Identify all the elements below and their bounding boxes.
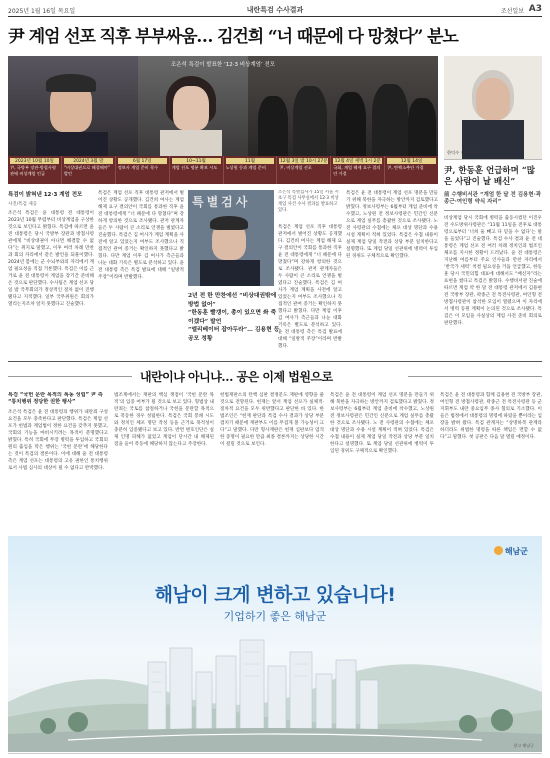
- ad-logo-text: 해남군: [504, 547, 528, 556]
- haenam-logo-icon: [494, 546, 503, 555]
- timeline-item: [331, 156, 385, 184]
- section-divider: [8, 361, 542, 362]
- pull-quote-line: 2년 전 한 만찬에선 “비상대권밖에 방법 없어”: [188, 293, 277, 308]
- timeline-text: 尹, 국방부 장관·방첩사령관에 비상계엄 언급: [10, 165, 56, 176]
- sidebar-body: 비상계엄 당시 국회에 병력을 출동시켰던 이진우 전 수도방위사령관은 “11월 11일을 전후로 대통령으로부터 ‘너희 둘 빼고 다 믿을 수 없다’는 말을 들었다”고 진술했다. 특검 수사 결과 윤 전 대통령은 계엄 선포 전 여러 차례 정치인과 법조인 체포를 지시한 정황이 드러났다. 윤 전 대통령은 지난해 여름부터 주요 인사들과 만찬 자리에서 ‘반국가 세력’ 척결 필요성을 거듭 언급했고, 한동훈 당시 국민의힘 대표에 대해서도 “배신자”라는 표현을 썼다고 특검은 밝혔다. 수행비서관 진술에 따르면 계엄 약 한 달 전 대통령 관저에서 김용현 전 국방부 장관, 곽종근 전 특전사령관, 여인형 전 방첩사령관이 참석한 모임이 열렸으며 이 자리에서 병력 동원 계획이 논의된 것으로 조사됐다. 특검은 이 모임을 사실상의 계엄 사전 준비 회의로 판단했다.: [444, 216, 542, 326]
- article-column-1: [8, 190, 94, 356]
- prosecutor-sign: 특별검사: [192, 195, 251, 209]
- sidebar-title: 尹, 한동훈 언급하며 “많은 사람이 날 배신”: [444, 166, 535, 187]
- article-b-column-3: [220, 392, 324, 530]
- timeline-date: 11월: [226, 158, 275, 164]
- timeline-text: “비상대권으로 해결해야” 발언: [63, 165, 110, 176]
- sidebar-subtitle: 前 수행비서관 “계엄 한 달 전 김용현·곽종근·여인형 약식 자리”: [444, 192, 542, 211]
- article-body: 조은석 특검은 윤 전 대통령의 행위가 내란죄 구성요건을 모두 충족한다고 판단했다. 특검은 계엄 선포가 헌법과 계엄법이 정한 요건을 갖추지 못했고, 국회의 기능을 마비시키려는 목적이 분명했다고 밝혔다. 특히 국회에 무장 병력을 투입하고 국회의원의 출입을 막은 행위는 ‘국헌 문란’에 해당한다는 것이 특검의 결론이다. 이에 대해 윤 전 대통령 측은 계엄 선포는 대통령의 고유 권한인 통치행위로서 사법 심사의 대상이 될 수 없다고 반박했다.: [8, 410, 108, 471]
- timeline-text: 정보사 계엄 준비 착수: [117, 165, 159, 170]
- photo-crowd-scene: [248, 56, 438, 156]
- article-column-3: [346, 190, 438, 356]
- article-column-2: [98, 190, 184, 356]
- sidebar-photo: [444, 56, 542, 160]
- article-b-column-5: [440, 392, 542, 530]
- pull-quote: [188, 292, 280, 343]
- pull-quote-line: “한동훈 빨갱이, 총이 있으면 쏴 죽이겠다” 발언: [188, 310, 277, 325]
- article-body: 조은석 특검은 윤 대통령 전 대통령이 2023년 10월 무렵부터 비상계엄을 구상한 것으로 보인다고 밝혔다. 특검에 따르면 윤 전 대통령은 당시 국방부 장관과 방첩사령관에게 “비상대권이 아니면 해결할 수 없다”는 취지로 말했고, 이후 여러 차례 만찬과 회의 자리에서 같은 발언을 되풀이했다. 2024년 봄에는 군 수뇌부와의 자리에서 계엄 필요성을 직접 거론했다. 특검은 이를 근거로 윤 전 대통령이 계엄을 장기간 준비해 온 것으로 판단했다. 수사팀은 계엄 선포 당일 밤 국무회의가 정상적인 절차 없이 진행됐다고 지적했다. 일부 국무위원은 회의가 열리는지조차 알지 못했다고 진술했다.: [8, 211, 94, 307]
- secondary-headline: 내란이냐 아니냐… 공은 이제 법원으로: [140, 370, 333, 384]
- photo-strip-caption: 조은석 특검이 발표한 ‘12·3 비상계엄’ 전모: [170, 62, 276, 68]
- timeline-date: 10~11월: [172, 158, 221, 164]
- article-b-column-1: [8, 392, 108, 530]
- headline2-rule-left: [8, 376, 132, 377]
- ad-subtitle: 기업하기 좋은 해남군: [223, 610, 327, 623]
- top-divider: [8, 16, 542, 17]
- publisher-name: 조선일보: [500, 8, 524, 15]
- article-kicker: 특검이 밝혀낸 12·3 계엄 전모: [8, 192, 83, 198]
- timeline-text: 계엄 선포 명분 확보 시도: [171, 165, 218, 170]
- timeline-date: 12월 4일 새벽 1시 2분: [334, 159, 381, 164]
- timeline-date: 2023년 10월 10일: [10, 158, 59, 164]
- advertisement[interactable]: [8, 536, 542, 752]
- article-column-3b: [278, 224, 342, 356]
- issue-date: 2025년 1월 16일 목요일: [8, 8, 76, 15]
- timeline-item: [277, 156, 331, 184]
- prosecutor-photo: [188, 190, 274, 286]
- article-kicker: 특검 “국헌 문란 목적의 폭동 성립” 尹 측 “통치행위 정당한 권한 행사”: [8, 392, 103, 405]
- timeline-text: 노상원 등과 계엄 준비: [225, 165, 266, 170]
- sidebar-photo-caption: 한덕수 전 국무총리: [447, 150, 483, 155]
- article-body: 특검은 윤 전 대통령이 계엄 선포 명분을 만들기 위해 북한을 자극하는 방안까지 검토했다고 밝혔다. 정보사령부는 6월부터 계엄 준비에 착수했고, 노상원 전 정보사령관은 민간인 신분으로 계엄 실무를 총괄한 것으로 조사됐다. 노 전 사령관의 수첩에는 체포 대상 명단과 수용 시설 계획이 적혀 있었다. 특검은 수첩 내용이 실제 계엄 당일 작전과 상당 부분 일치한다고 설명했다. 또 계엄 당일 선관위에 병력이 투입된 경위도 구체적으로 확인했다.: [346, 191, 438, 259]
- article-body: 특검은 계엄 선포 직후 대통령 관저에서 벌어진 상황도 공개했다. 김건희 여사는 계엄 해제 요구 결의안이 국회를 통과한 직후 윤 전 대통령에게 “너 때문에 다 망쳤다”며 강하게 항의한 것으로 조사됐다. 관저 관계자들은 두 사람이 큰 소리로 언쟁을 벌였다고 진술했다. 특검은 김 여사가 계엄 계획을 사전에 알고 있었는지 여부도 조사했으나 직접적인 관여 증거는 확인하지 못했다고 밝혔다. 다만 계엄 이후 김 여사가 측근들과 나눈 대화 기록은 별도로 분석하고 있다. 윤 전 대통령 측은 특검 발표에 대해 “일방적 주장”이라며 반발했다.: [98, 191, 184, 280]
- timeline-item: [170, 156, 224, 184]
- timeline-date: 6월 17일: [118, 158, 167, 164]
- timeline-item: [116, 156, 170, 184]
- lead-photo-strip: [8, 56, 438, 156]
- timeline-date: 12월 3일 밤 10시 27분: [280, 159, 328, 164]
- timeline-text: 국회, 계엄 해제 요구 결의안 가결: [333, 165, 381, 176]
- headline2-rule-right: [408, 376, 542, 377]
- sidebar-article: [444, 56, 542, 356]
- pull-quote-line: “엘리베이터 잡아두라”… 김용현 등 공모 정황: [188, 327, 280, 342]
- timeline-item: [8, 156, 62, 184]
- ad-logo: [494, 546, 528, 557]
- article-body: 법조계에서는 재판의 핵심 쟁점이 ‘국헌 문란 목적’의 입증 여부가 될 것으로 보고 있다. 형법상 내란죄는 국토를 참절하거나 국헌을 문란할 목적으로 폭동한 경우 성립한다. 특검은 국회 봉쇄 시도와 정치인 체포 명단 작성 등을 근거로 목적성이 충분히 입증됐다고 보고 있다. 반면 변호인단은 실제 인명 피해가 없었고 계엄이 단시간 내 해제된 점을 들어 폭동에 해당하지 않는다고 주장한다.: [114, 393, 214, 447]
- page-number: A3: [528, 4, 542, 14]
- masthead: [8, 4, 542, 16]
- article-body: 특검은 윤 전 대통령과 함께 김용현 전 국방부 장관, 여인형 전 방첩사령관, 곽종근 전 특전사령관 등 군 지휘부도 내란 중요임무 종사 혐의로 기소했다. 이들은 법정에서 대통령의 명령에 따랐을 뿐이라는 입장을 밝혀 왔다. 특검 관계자는 “상명하복 관계라 하더라도 위법한 명령을 따른 책임은 면할 수 없다”고 말했다. 첫 공판은 다음 달 열릴 예정이다.: [440, 393, 542, 440]
- photo-portrait-left: [8, 56, 138, 156]
- article-body: 헌법재판소의 탄핵 심판 결정문도 재판에 영향을 줄 것으로 전망된다. 헌재는 앞서 계엄 선포가 실체적·절차적 요건을 모두 위반했다고 판단한 바 있다. 한 법조인은 “헌재 판단과 특검 수사 결과가 상당 부분 겹치기 때문에 재판부도 이를 무겁게 볼 가능성이 크다”고 말했다. 다만 형사재판은 헌재 심판보다 엄격한 증명이 필요한 만큼 최종 결론까지는 상당한 시간이 걸릴 것으로 보인다.: [220, 393, 324, 447]
- timeline-item: [62, 156, 116, 184]
- timeline-date: 12월 14일: [387, 158, 436, 164]
- ad-city-illustration: [8, 622, 542, 752]
- bottom-divider: [8, 753, 542, 754]
- article-b-column-4: [330, 392, 434, 530]
- event-timeline: [8, 156, 438, 184]
- timeline-date: 2024년 3월 말: [64, 158, 113, 164]
- article-body: 특검은 윤 전 대통령이 계엄 선포 명분을 만들기 위해 북한을 자극하는 방안까지 검토했다고 밝혔다. 정보사령부는 6월부터 계엄 준비에 착수했고, 노상원 전 정보사령관은 민간인 신분으로 계엄 실무를 총괄한 것으로 조사됐다. 노 전 사령관의 수첩에는 체포 대상 명단과 수용 시설 계획이 적혀 있었다. 특검은 수첩 내용이 실제 계엄 당일 작전과 상당 부분 일치한다고 설명했다. 또 계엄 당일 선관위에 병력이 투입된 경위도 구체적으로 확인했다.: [330, 393, 434, 454]
- timeline-item: [224, 156, 278, 184]
- article-body: 특검은 계엄 선포 직후 대통령 관저에서 벌어진 상황도 공개했다. 김건희 여사는 계엄 해제 요구 결의안이 국회를 통과한 직후 윤 전 대통령에게 “너 때문에 다 망쳤다”며 강하게 항의한 것으로 조사됐다. 관저 관계자들은 두 사람이 큰 소리로 언쟁을 벌였다고 진술했다. 특검은 김 여사가 계엄 계획을 사전에 알고 있었는지 여부도 조사했으나 직접적인 관여 증거는 확인하지 못했다고 밝혔다. 다만 계엄 이후 김 여사가 측근들과 나눈 대화 기록은 별도로 분석하고 있다. 윤 전 대통령 측은 특검 발표에 대해 “일방적 주장”이라며 반발했다.: [278, 225, 342, 349]
- ad-title: 해남이 크게 변하고 있습니다!: [154, 584, 396, 606]
- timeline-text: 尹, 비상계엄 선포: [279, 165, 312, 170]
- article-byline: 사진/특검 제공: [8, 202, 38, 207]
- main-headline: 尹 계엄 선포 직후 부부싸움… 김건희 “너 때문에 다 망쳤다” 분노: [8, 27, 458, 47]
- prosecutor-photo-caption: 조은석 특별검사가 15일 서울 서초구 특검 사무실에서 12·3 비상계엄 사건 수사 결과를 발표하고 있다.: [278, 190, 339, 213]
- timeline-item: [385, 156, 438, 184]
- photo-portrait-center: [138, 56, 248, 156]
- timeline-text: 尹, 탄핵소추안 가결: [387, 165, 424, 170]
- ad-credit: 광고 해남군: [513, 743, 534, 748]
- article-b-column-2: [114, 392, 214, 530]
- section-title: 내란특검 수사결과: [246, 6, 304, 14]
